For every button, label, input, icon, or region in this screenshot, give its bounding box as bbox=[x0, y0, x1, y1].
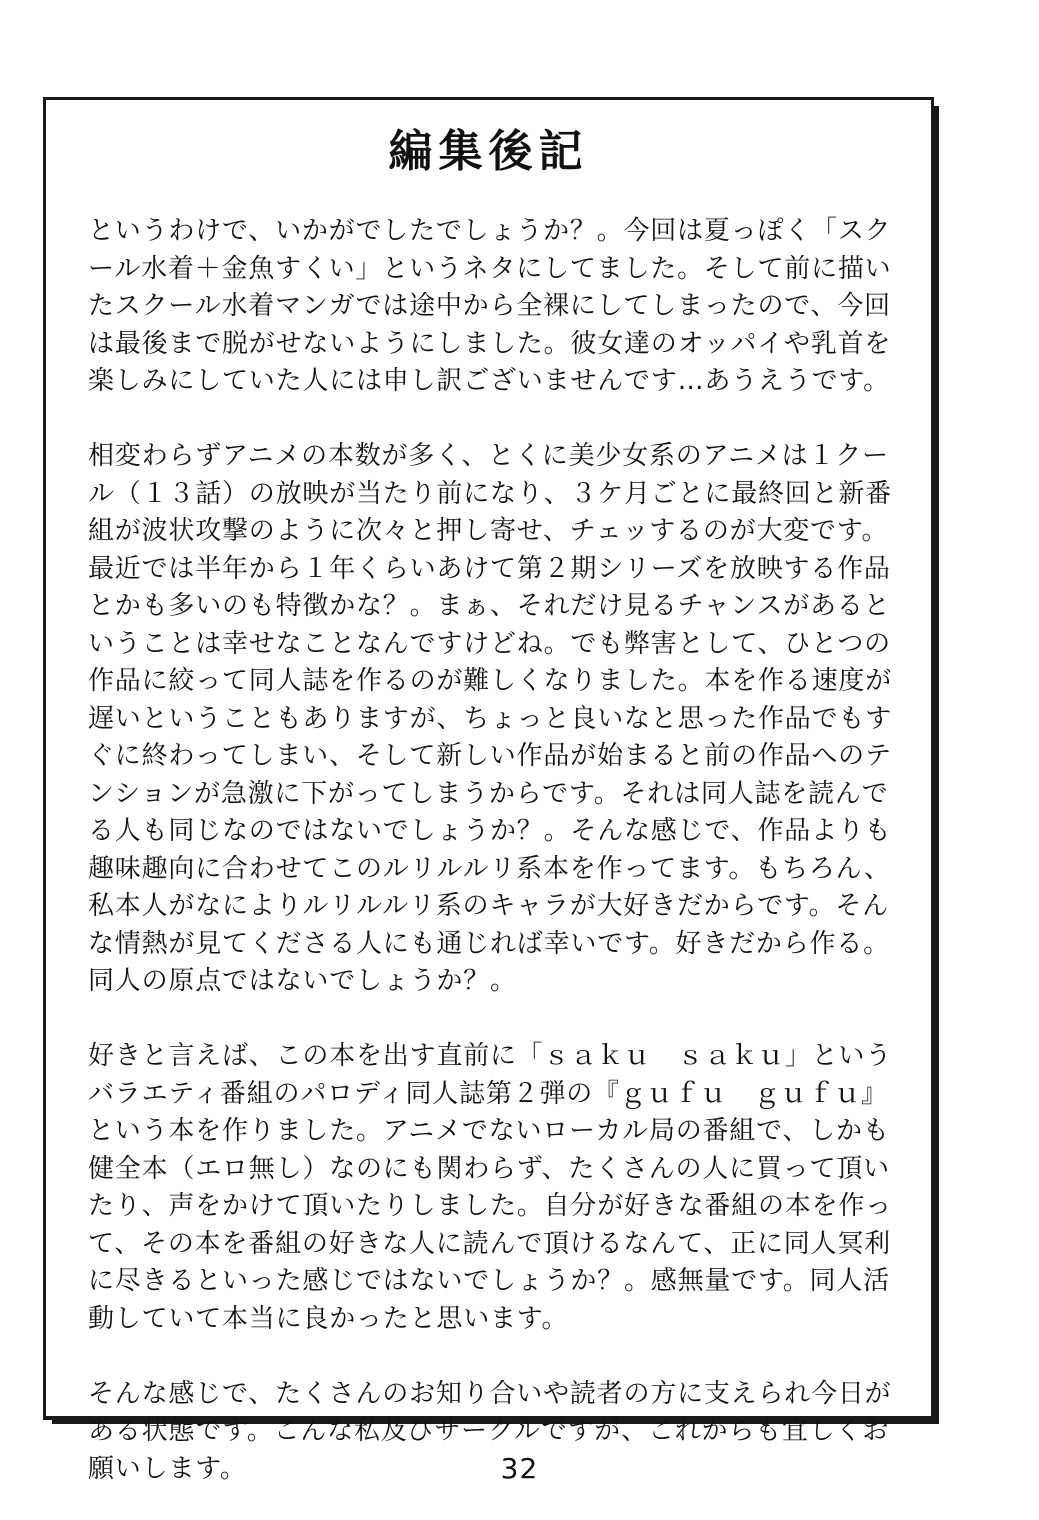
frame-shadow-right bbox=[934, 106, 939, 1420]
paragraph-2: 相変わらずアニメの本数が多く、とくに美少女系のアニメは１クール（１３話）の放映が当たり前になり、３ケ月ごとに最終回と新番組が波状攻撃のように次々と押し寄せ、チェッするのが大変です。最近では半年から１年くらいあけて第２期シリーズを放映する作品とかも多いのも特徴かな？。まぁ、それだけ見るチャンスがあるということは幸せなことなんですけどね。でも弊害として、ひとつの作品に絞って同人誌を作るのが難しくなりました。本を作る速度が遅いということもありますが、ちょっと良いなと思った作品でもすぐに終わってしまい、そして新しい作品が始まると前の作品へのテンションが急激に下がってしまうからです。それは同人誌を読んでる人も同じなのではないでしょうか？。そんな感じで、作品よりも趣味趣向に合わせてこのルリルルリ系本を作ってます。もちろん、私本人がなによりルリルルリ系のキャラが大好きだからです。そんな情熱が見てくださる人にも通じれば幸いです。好きだから作る。同人の原点ではないでしょうか？。 bbox=[88, 441, 893, 996]
page-title: 編集後記 bbox=[388, 126, 589, 177]
page-number: 32 bbox=[500, 1452, 539, 1485]
afterword-body bbox=[88, 213, 895, 1488]
paragraph-3: 好きと言えば、この本を出す直前に「ｓａｋｕ ｓａｋｕ」というバラエティ番組のパロディ同人誌第２弾の『ｇｕｆｕ ｇｕｆｕ』という本を作りました。アニメでないローカル局の番組で、しかも健全本（エロ無し）なのにも関わらず、たくさんの人に買って頂いたり、声をかけて頂いたりしました。自分が好きな番組の本を作って、その本を番組の好きな人に読んで頂けるなんて、正に同人冥利に尽きるといった感じではないでしょうか？。感無量です。同人活動していて本当に良かったと思います。 bbox=[88, 1041, 893, 1334]
paragraph-4: そんな感じで、たくさんのお知り合いや読者の方に支えられ今日がある状態です。こんな私及びサークルですが、これからも宜しくお願いします。 bbox=[88, 1378, 892, 1484]
paragraph-1: というわけで、いかがでしたでしょうか？。今回は夏っぽく「スクール水着＋金魚すくい」というネタにしてました。そして前に描いたスクール水着マンガでは途中から全裸にしてしまったので、今回は最後まで脱がせないようにしました。彼女達のオッパイや乳首を楽しみにしていた人には申し訳ございませんです…あうえうです。 bbox=[88, 216, 892, 396]
